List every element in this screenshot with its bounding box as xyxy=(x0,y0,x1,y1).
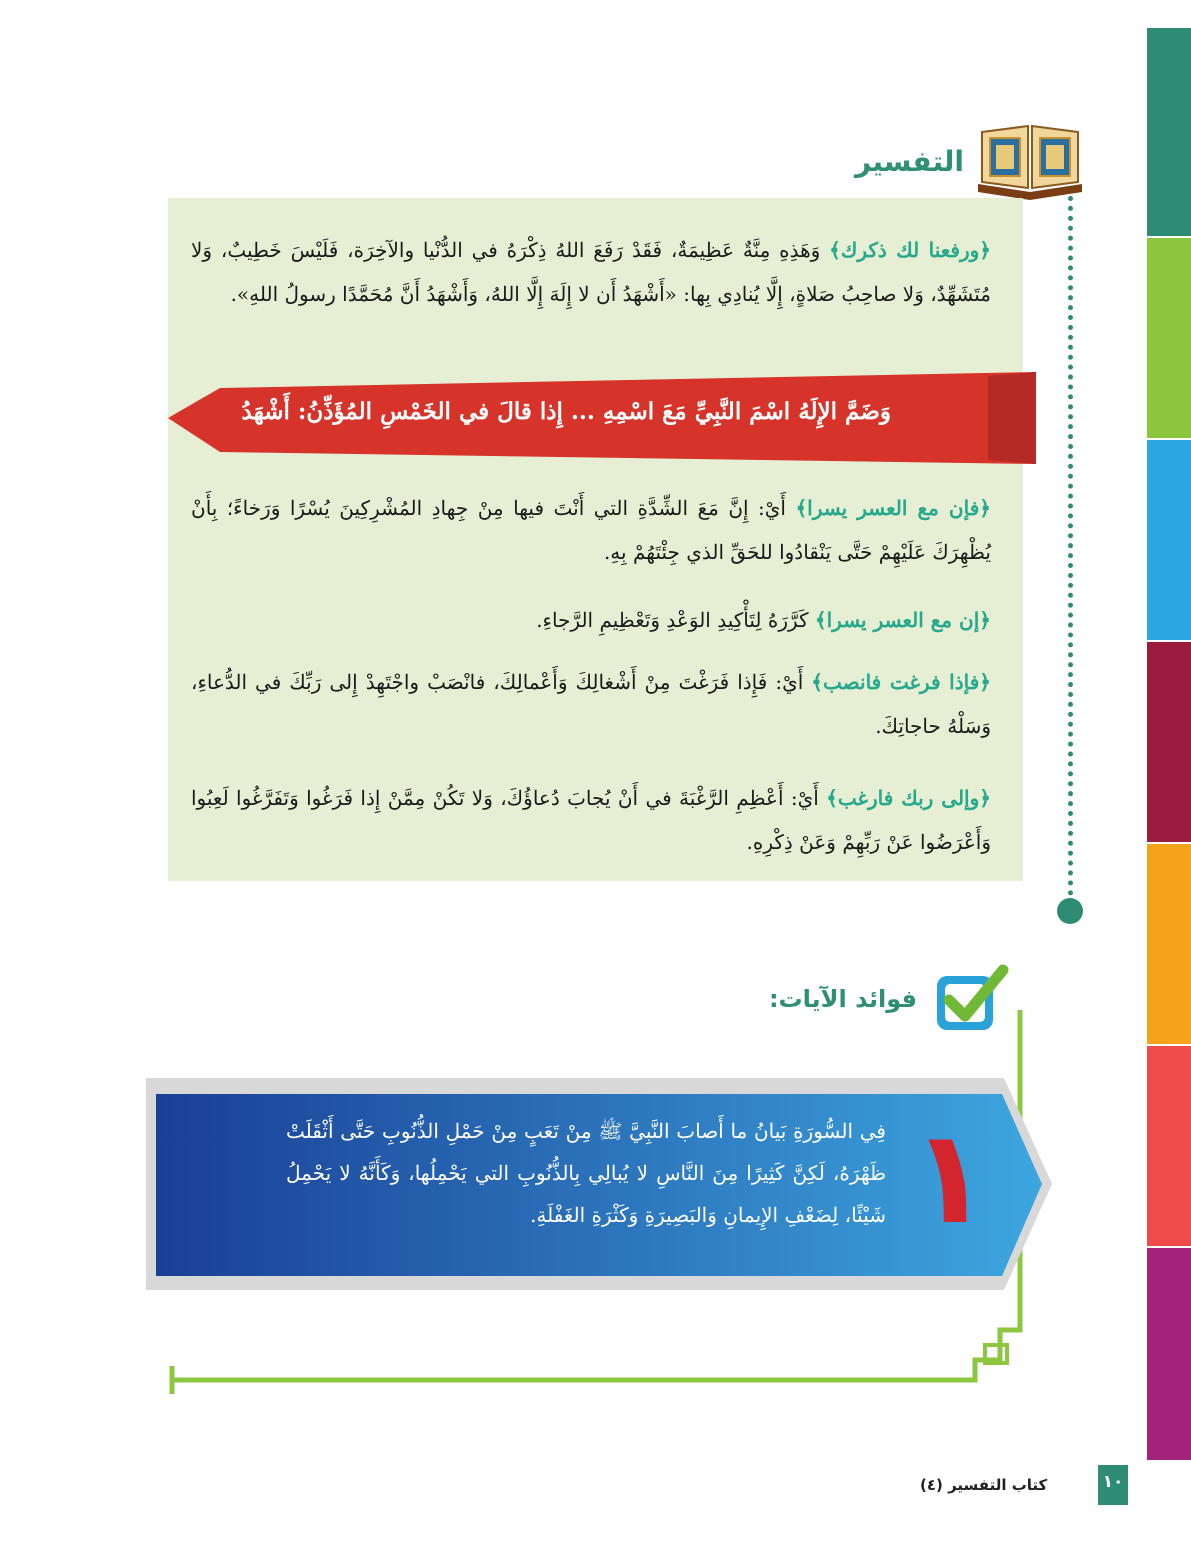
checkbox-checked-icon xyxy=(931,962,1011,1036)
tafsir-heading xyxy=(855,122,1086,200)
explanation-text: كَرَّرَهُ لِتَأْكِيدِ الوَعْدِ وَتَعْظِيمِ الرَّجاءِ. xyxy=(536,608,815,632)
ayah-quote: ﴿فإذا فرغت فانصب﴾ xyxy=(811,670,991,694)
side-tab xyxy=(1147,642,1191,842)
benefits-heading xyxy=(769,962,1011,1036)
book-title: كتاب التفسير (٤) xyxy=(920,1476,1048,1494)
poetry-verse: وَضَمَّ الإِلَهُ اسْمَ النَّبِيِّ مَعَ اسْمِهِ ... إِذا قالَ في الخَمْسِ المُؤَذِّنُ: أَشْهَدُ xyxy=(241,398,891,425)
side-section-tabs xyxy=(1147,28,1191,1460)
explanation-text: أَيْ: أَعْظِمِ الرَّغْبَةَ في أَنْ يُجابَ دُعاؤُكَ، وَلا تَكُنْ مِمَّنْ إِذا فَرَغُوا وَتَفَرَّغُوا لَعِبُوا وَأَعْرَضُوا عَنْ رَبِّهِمْ وَعَنْ ذِكْرِهِ. xyxy=(191,786,991,854)
tafsir-paragraph xyxy=(191,776,991,864)
tafsir-paragraph xyxy=(191,228,991,316)
side-tab xyxy=(1147,440,1191,640)
ayah-quote: ﴿فإن مع العسر يسرا﴾ xyxy=(795,496,991,520)
benefits-title: فوائد الآيات: xyxy=(768,985,917,1013)
side-tab xyxy=(1147,238,1191,438)
ayah-quote: ﴿وإلى ربك فارغب﴾ xyxy=(826,786,991,810)
explanation-text: أَيْ: إِنَّ مَعَ الشِّدَّةِ التي أَنْتَ فيها مِنْ جِهادِ المُشْرِكِينَ يُسْرًا وَرَخاءً؛ بِأَنْ يُظْهِرَكَ عَلَيْهِمْ حَتَّى يَنْقادُوا للحَقِّ الذي جِئْتَهُمْ بِهِ. xyxy=(191,496,991,564)
dotted-connector xyxy=(1068,196,1073,906)
section-title: التفسير xyxy=(854,144,964,178)
benefit-number: ١ xyxy=(910,1101,990,1253)
explanation-text: أَيْ: فَإِذا فَرَغْتَ مِنْ أَشْغالِكَ وَأَعْمالِكَ، فانْصَبْ واجْتَهِدْ إِلى رَبِّكَ في الدُّعاءِ، وَسَلْهُ حاجاتِكَ. xyxy=(191,670,991,738)
tafsir-paragraph xyxy=(191,660,991,748)
ayah-quote: ﴿إن مع العسر يسرا﴾ xyxy=(814,608,991,632)
connector-dot xyxy=(1057,898,1083,924)
tafsir-paragraph xyxy=(191,598,991,642)
side-tab xyxy=(1147,844,1191,1044)
open-quran-book-icon xyxy=(974,122,1086,200)
benefit-text: فِي السُّورَةِ بَيانُ ما أَصابَ النَّبِيَّ ﷺ مِنْ تَعَبٍ مِنْ حَمْلِ الذُّنُوبِ حَتَّى أَثْقَلَتْ ظَهْرَهُ، لَكِنَّ كَثِيرًا مِنَ النَّاسِ لا يُبالِي بِالذُّنُوبِ التي يَحْمِلُها، وَكَأَنَّهُ لا يَحْمِلُ شَيْئًا، لِضَعْفِ الإِيمانِ وَالبَصِيرَةِ وَكَثْرَةِ الغَفْلَةِ. xyxy=(286,1119,886,1227)
explanation-text: وَهَذِهِ مِنَّةٌ عَظِيمَةٌ، فَقَدْ رَفَعَ اللهُ ذِكْرَهُ في الدُّنْيا والآخِرَة، فَلَيْسَ خَطِيبٌ، وَلا مُتَشَهِّدٌ، وَلا صاحِبُ صَلاةٍ، إِلَّا يُنادِي بِها: «أَشْهَدُ أَن لا إِلَهَ إِلَّا اللهُ، وَأَشْهَدُ أَنَّ مُحَمَّدًا رسولُ اللهِ». xyxy=(191,238,991,306)
page-number: ١٠ xyxy=(1102,1472,1124,1492)
tafsir-paragraph xyxy=(191,486,991,574)
ayah-quote: ﴿ورفعنا لك ذكرك﴾ xyxy=(829,238,992,262)
side-tab xyxy=(1147,1046,1191,1246)
side-tab xyxy=(1147,1248,1191,1460)
side-tab xyxy=(1147,28,1191,236)
